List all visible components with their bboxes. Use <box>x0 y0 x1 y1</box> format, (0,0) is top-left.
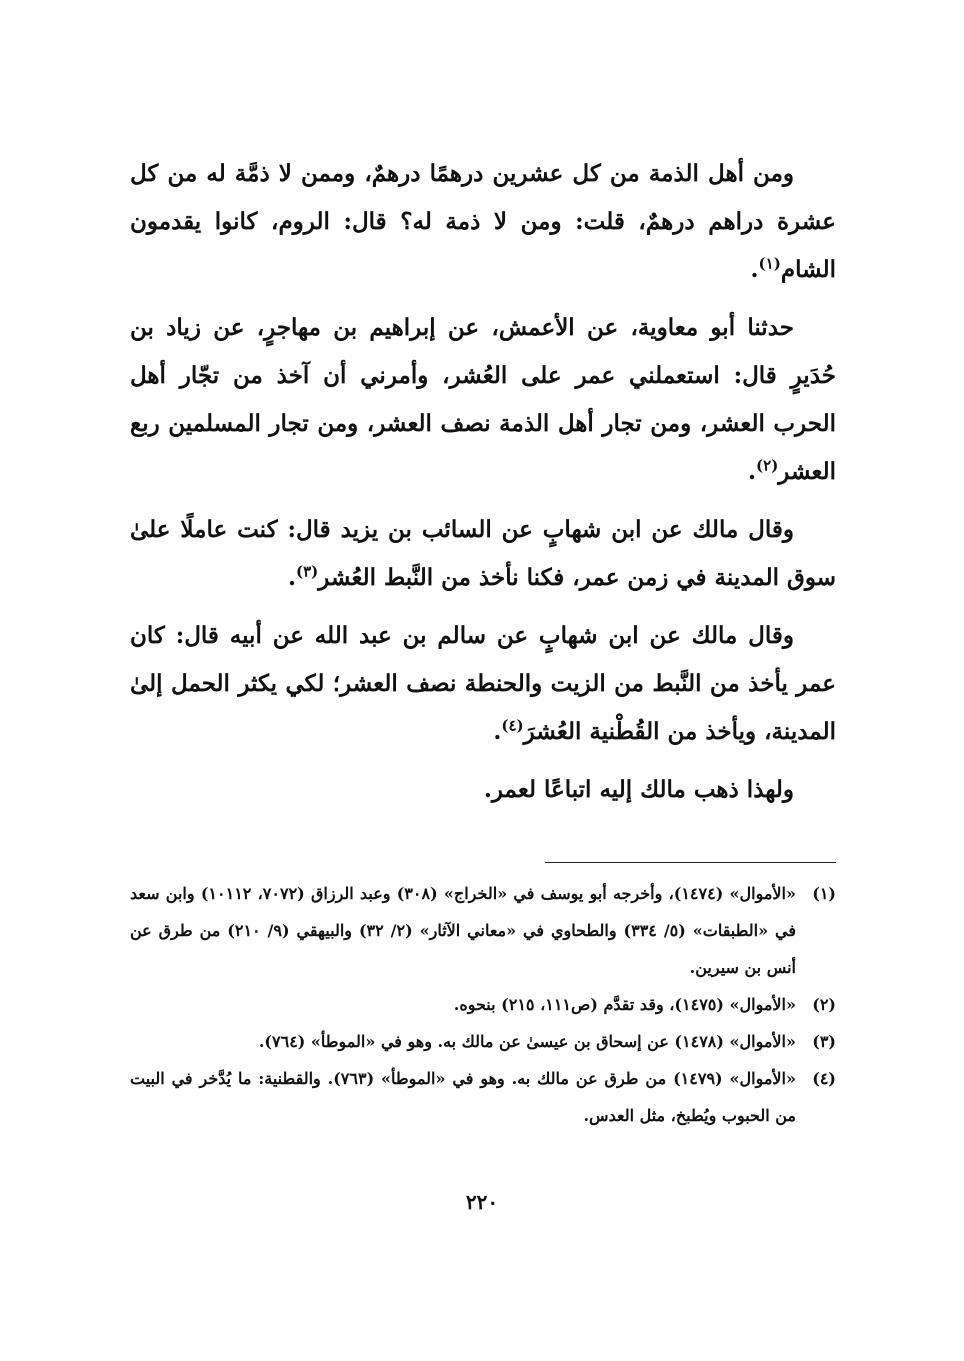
footnotes-block <box>130 875 836 1134</box>
footnote-reference: (٢) <box>756 456 779 475</box>
footnote-text: «الأموال» (١٤٧٤)، وأخرجه أبو يوسف في «الخراج» (٣٠٨) وعبد الرزاق (٧٠٧٢، ١٠١١٢) وابن سعد في «الطبقات» (٥/ ٣٣٤) والطحاوي في «معاني الآثار» (٢/ ٣٢) والبيهقي (٩/ ٢١٠) من طرق عن أنس بن سيرين. <box>130 884 796 977</box>
footnote-number: (٤) <box>812 1069 836 1088</box>
footnote-3 <box>130 1023 836 1060</box>
page-number: ٢٢٠ <box>465 1190 499 1214</box>
paragraph-3 <box>130 506 836 602</box>
paragraph-text: وقال مالك عن ابن شهابٍ عن السائب بن يزيد قال: كنت عاملًا علىٰ سوق المدينة في زمن عمر، فكنا نأخذ من النَّبط العُشر <box>130 516 836 591</box>
footnote-2 <box>130 986 836 1023</box>
paragraph-5 <box>130 766 836 814</box>
footnote-number: (١) <box>812 884 836 903</box>
paragraph-end: . <box>287 564 296 591</box>
paragraph-1 <box>130 150 836 294</box>
footnote-1 <box>130 875 836 986</box>
paragraph-end: . <box>748 458 757 485</box>
footnote-reference: (١) <box>758 254 781 273</box>
footnote-text: «الأموال» (١٤٧٩) من طرق عن مالك به. وهو في «الموطأ» (٧٦٣). والقطنية: ما يُدَّخر في البيت من الحبوب ويُطبخ، مثل العدس. <box>130 1069 796 1125</box>
main-text-block <box>130 150 836 824</box>
footnote-separator <box>545 862 836 863</box>
paragraph-text: وقال مالك عن ابن شهابٍ عن سالم بن عبد الله عن أبيه قال: كان عمر يأخذ من النَّبط من الزيت والحنطة نصف العشر؛ لكي يكثر الحمل إلىٰ المدينة، ويأخذ من القُطْنية العُشرَ <box>130 622 836 745</box>
footnote-number: (٣) <box>812 1032 836 1051</box>
footnote-number: (٢) <box>812 995 836 1014</box>
paragraph-text: ولهذا ذهب مالك إليه اتباعًا لعمر. <box>483 776 794 803</box>
footnote-reference: (٤) <box>501 716 524 735</box>
paragraph-2 <box>130 304 836 496</box>
paragraph-text: ومن أهل الذمة من كل عشرين درهمًا درهمٌ، وممن لا ذمَّة له من كل عشرة دراهم درهمٌ، قلت: ومن لا ذمة له؟ قال: الروم، كانوا يقدمون الشام <box>130 160 836 283</box>
paragraph-end: . <box>493 718 502 745</box>
paragraph-text: حدثنا أبو معاوية، عن الأعمش، عن إبراهيم بن مهاجرٍ، عن زياد بن حُدَيرٍ قال: استعملني عمر على العُشر، وأمرني أن آخذ من تجّار أهل الحرب العشر، ومن تجار أهل الذمة نصف العشر، ومن تجار المسلمين ربع العشر <box>130 314 836 485</box>
paragraph-end: . <box>750 256 759 283</box>
paragraph-4 <box>130 612 836 756</box>
footnote-reference: (٣) <box>295 562 319 581</box>
footnote-text: «الأموال» (١٤٧٨) عن إسحاق بن عيسىٰ عن مالك به. وهو في «الموطأ» (٧٦٤). <box>258 1032 796 1051</box>
footnote-4 <box>130 1060 836 1134</box>
footnote-text: «الأموال» (١٤٧٥)، وقد تقدَّم (ص١١١، ٢١٥) بنحوه. <box>453 995 796 1014</box>
